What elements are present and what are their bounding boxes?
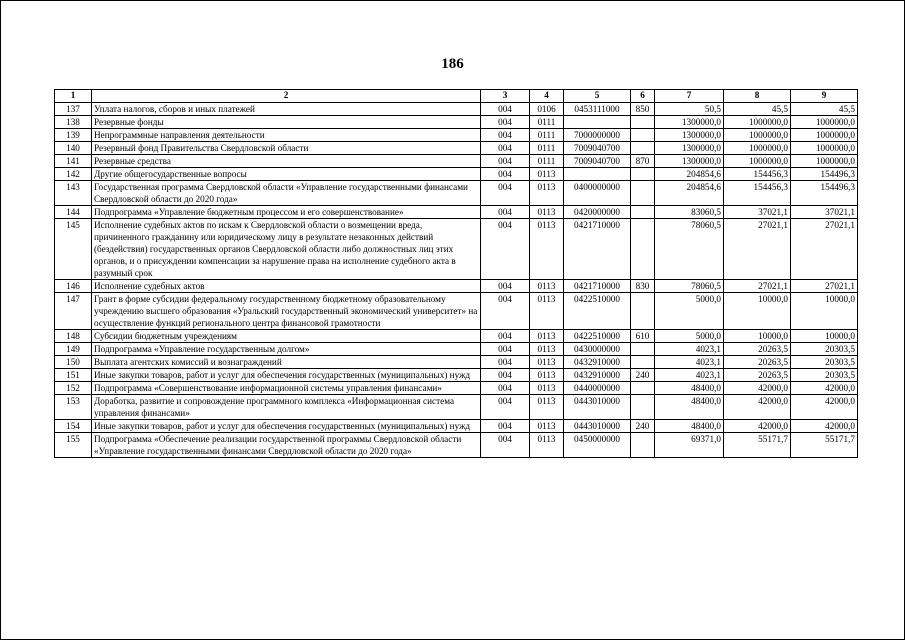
item-name-cell: Исполнение судебных актов [92, 280, 481, 293]
amount-cell: 1300000,0 [655, 155, 724, 168]
target-article-cell [564, 116, 631, 129]
amount-cell: 45,5 [724, 103, 791, 116]
table-row [55, 129, 858, 142]
amount-cell: 48400,0 [655, 395, 724, 420]
amount-cell: 1000000,0 [724, 116, 791, 129]
ministry-code-cell: 004 [481, 293, 530, 330]
table-row [55, 356, 858, 369]
column-header: 1 [55, 90, 92, 103]
amount-cell: 48400,0 [655, 382, 724, 395]
item-name-cell: Доработка, развитие и сопровождение программного комплекса «Информационная система управления финансами» [92, 395, 481, 420]
row-number-cell: 145 [55, 219, 92, 280]
table-body [55, 103, 858, 458]
header-row [55, 90, 858, 103]
amount-cell: 10000,0 [724, 293, 791, 330]
row-number-cell: 149 [55, 343, 92, 356]
table-row [55, 168, 858, 181]
ministry-code-cell: 004 [481, 168, 530, 181]
item-name-cell: Другие общегосударственные вопросы [92, 168, 481, 181]
expense-type-cell [631, 116, 655, 129]
section-code-cell: 0113 [530, 382, 564, 395]
target-article-cell: 0443010000 [564, 420, 631, 433]
budget-table [54, 89, 858, 458]
row-number-cell: 137 [55, 103, 92, 116]
table-row [55, 369, 858, 382]
amount-cell: 1000000,0 [791, 155, 858, 168]
ministry-code-cell: 004 [481, 129, 530, 142]
amount-cell: 20263,5 [724, 369, 791, 382]
target-article-cell: 0453111000 [564, 103, 631, 116]
amount-cell: 37021,1 [724, 206, 791, 219]
ministry-code-cell: 004 [481, 330, 530, 343]
item-name-cell: Подпрограмма «Управление государственным долгом» [92, 343, 481, 356]
expense-type-cell [631, 395, 655, 420]
target-article-cell: 0440000000 [564, 382, 631, 395]
target-article-cell: 0422510000 [564, 293, 631, 330]
column-header: 3 [481, 90, 530, 103]
table-row [55, 395, 858, 420]
section-code-cell: 0111 [530, 142, 564, 155]
ministry-code-cell: 004 [481, 206, 530, 219]
amount-cell: 20303,5 [791, 343, 858, 356]
section-code-cell: 0113 [530, 293, 564, 330]
row-number-cell: 148 [55, 330, 92, 343]
table-row [55, 382, 858, 395]
row-number-cell: 154 [55, 420, 92, 433]
amount-cell: 4023,1 [655, 369, 724, 382]
expense-type-cell: 850 [631, 103, 655, 116]
column-header: 5 [564, 90, 631, 103]
amount-cell: 45,5 [791, 103, 858, 116]
section-code-cell: 0111 [530, 116, 564, 129]
target-article-cell: 0421710000 [564, 219, 631, 280]
amount-cell: 42000,0 [791, 420, 858, 433]
table-row [55, 420, 858, 433]
amount-cell: 55171,7 [724, 433, 791, 458]
section-code-cell: 0113 [530, 356, 564, 369]
section-code-cell: 0113 [530, 395, 564, 420]
amount-cell: 37021,1 [791, 206, 858, 219]
amount-cell: 1300000,0 [655, 116, 724, 129]
item-name-cell: Иные закупки товаров, работ и услуг для обеспечения государственных (муниципальных) нужд [92, 420, 481, 433]
expense-type-cell [631, 356, 655, 369]
amount-cell: 27021,1 [791, 280, 858, 293]
item-name-cell: Уплата налогов, сборов и иных платежей [92, 103, 481, 116]
amount-cell: 27021,1 [791, 219, 858, 280]
item-name-cell: Выплата агентских комиссий и вознаграждений [92, 356, 481, 369]
amount-cell: 10000,0 [791, 330, 858, 343]
table-row [55, 181, 858, 206]
amount-cell: 4023,1 [655, 343, 724, 356]
amount-cell: 50,5 [655, 103, 724, 116]
table-row [55, 433, 858, 458]
row-number-cell: 155 [55, 433, 92, 458]
amount-cell: 10000,0 [724, 330, 791, 343]
amount-cell: 42000,0 [791, 382, 858, 395]
ministry-code-cell: 004 [481, 280, 530, 293]
amount-cell: 48400,0 [655, 420, 724, 433]
column-header: 7 [655, 90, 724, 103]
expense-type-cell [631, 129, 655, 142]
amount-cell: 1000000,0 [724, 129, 791, 142]
amount-cell: 20303,5 [791, 369, 858, 382]
target-article-cell: 0420000000 [564, 206, 631, 219]
row-number-cell: 150 [55, 356, 92, 369]
row-number-cell: 151 [55, 369, 92, 382]
amount-cell: 42000,0 [724, 395, 791, 420]
target-article-cell: 0421710000 [564, 280, 631, 293]
item-name-cell: Исполнение судебных актов по искам к Свердловской области о возмещении вреда, причиненного гражданину или юридическому лицу в результате незаконных действий (бездействия) государственных органов Свердловской области либо должностных лиц этих органов, и о присуждении компенсации за нарушение права на исполнение судебного акта в разумный срок [92, 219, 481, 280]
table-row [55, 343, 858, 356]
ministry-code-cell: 004 [481, 356, 530, 369]
amount-cell: 1000000,0 [791, 142, 858, 155]
expense-type-cell [631, 206, 655, 219]
table-row [55, 293, 858, 330]
section-code-cell: 0113 [530, 330, 564, 343]
row-number-cell: 141 [55, 155, 92, 168]
amount-cell: 154496,3 [791, 168, 858, 181]
amount-cell: 1000000,0 [724, 142, 791, 155]
ministry-code-cell: 004 [481, 116, 530, 129]
amount-cell: 42000,0 [791, 395, 858, 420]
section-code-cell: 0111 [530, 155, 564, 168]
expense-type-cell: 240 [631, 420, 655, 433]
amount-cell: 1000000,0 [791, 129, 858, 142]
item-name-cell: Резервные фонды [92, 116, 481, 129]
expense-type-cell: 610 [631, 330, 655, 343]
row-number-cell: 140 [55, 142, 92, 155]
expense-type-cell [631, 293, 655, 330]
target-article-cell: 0400000000 [564, 181, 631, 206]
column-header: 9 [791, 90, 858, 103]
expense-type-cell [631, 343, 655, 356]
row-number-cell: 152 [55, 382, 92, 395]
section-code-cell: 0113 [530, 280, 564, 293]
item-name-cell: Непрограммные направления деятельности [92, 129, 481, 142]
row-number-cell: 138 [55, 116, 92, 129]
section-code-cell: 0113 [530, 433, 564, 458]
amount-cell: 204854,6 [655, 181, 724, 206]
amount-cell: 20263,5 [724, 356, 791, 369]
amount-cell: 83060,5 [655, 206, 724, 219]
target-article-cell: 7009040700 [564, 155, 631, 168]
table-row [55, 330, 858, 343]
item-name-cell: Субсидии бюджетным учреждениям [92, 330, 481, 343]
target-article-cell: 7009040700 [564, 142, 631, 155]
amount-cell: 20263,5 [724, 343, 791, 356]
amount-cell: 78060,5 [655, 280, 724, 293]
expense-type-cell: 830 [631, 280, 655, 293]
row-number-cell: 153 [55, 395, 92, 420]
expense-type-cell [631, 382, 655, 395]
item-name-cell: Иные закупки товаров, работ и услуг для обеспечения государственных (муниципальных) нужд [92, 369, 481, 382]
amount-cell: 10000,0 [791, 293, 858, 330]
target-article-cell: 0432910000 [564, 369, 631, 382]
amount-cell: 27021,1 [724, 219, 791, 280]
amount-cell: 55171,7 [791, 433, 858, 458]
amount-cell: 154456,3 [724, 168, 791, 181]
amount-cell: 69371,0 [655, 433, 724, 458]
table-row [55, 103, 858, 116]
item-name-cell: Подпрограмма «Обеспечение реализации государственной программы Свердловской области «Управление государственными финансами Свердловской области до 2020 года» [92, 433, 481, 458]
section-code-cell: 0113 [530, 181, 564, 206]
amount-cell: 154496,3 [791, 181, 858, 206]
ministry-code-cell: 004 [481, 155, 530, 168]
table-row [55, 142, 858, 155]
amount-cell: 204854,6 [655, 168, 724, 181]
row-number-cell: 147 [55, 293, 92, 330]
column-header: 2 [92, 90, 481, 103]
ministry-code-cell: 004 [481, 103, 530, 116]
table-row [55, 280, 858, 293]
section-code-cell: 0111 [530, 129, 564, 142]
row-number-cell: 146 [55, 280, 92, 293]
ministry-code-cell: 004 [481, 369, 530, 382]
target-article-cell: 0443010000 [564, 395, 631, 420]
amount-cell: 4023,1 [655, 356, 724, 369]
section-code-cell: 0113 [530, 420, 564, 433]
amount-cell: 78060,5 [655, 219, 724, 280]
expense-type-cell [631, 142, 655, 155]
item-name-cell: Резервные средства [92, 155, 481, 168]
amount-cell: 42000,0 [724, 420, 791, 433]
amount-cell: 27021,1 [724, 280, 791, 293]
ministry-code-cell: 004 [481, 420, 530, 433]
ministry-code-cell: 004 [481, 433, 530, 458]
expense-type-cell [631, 168, 655, 181]
section-code-cell: 0113 [530, 343, 564, 356]
expense-type-cell: 870 [631, 155, 655, 168]
target-article-cell: 0432910000 [564, 356, 631, 369]
item-name-cell: Резервный фонд Правительства Свердловской области [92, 142, 481, 155]
amount-cell: 1300000,0 [655, 142, 724, 155]
expense-type-cell: 240 [631, 369, 655, 382]
ministry-code-cell: 004 [481, 142, 530, 155]
item-name-cell: Грант в форме субсидии федеральному государственному бюджетному образовательному учреждению высшего образования «Уральский государственный экономический университет» на осуществление функций регионального центра финансовой грамотности [92, 293, 481, 330]
amount-cell: 1300000,0 [655, 129, 724, 142]
target-article-cell: 0450000000 [564, 433, 631, 458]
table-row [55, 219, 858, 280]
amount-cell: 1000000,0 [724, 155, 791, 168]
section-code-cell: 0113 [530, 168, 564, 181]
ministry-code-cell: 004 [481, 219, 530, 280]
amount-cell: 5000,0 [655, 293, 724, 330]
column-header: 6 [631, 90, 655, 103]
ministry-code-cell: 004 [481, 181, 530, 206]
item-name-cell: Государственная программа Свердловской области «Управление государственными финансами Свердловской области до 2020 года» [92, 181, 481, 206]
target-article-cell: 0422510000 [564, 330, 631, 343]
row-number-cell: 142 [55, 168, 92, 181]
ministry-code-cell: 004 [481, 395, 530, 420]
target-article-cell: 7000000000 [564, 129, 631, 142]
target-article-cell [564, 168, 631, 181]
column-header: 4 [530, 90, 564, 103]
row-number-cell: 144 [55, 206, 92, 219]
target-article-cell: 0430000000 [564, 343, 631, 356]
amount-cell: 5000,0 [655, 330, 724, 343]
ministry-code-cell: 004 [481, 382, 530, 395]
expense-type-cell [631, 433, 655, 458]
item-name-cell: Подпрограмма «Совершенствование информационной системы управления финансами» [92, 382, 481, 395]
amount-cell: 20303,5 [791, 356, 858, 369]
expense-type-cell [631, 181, 655, 206]
expense-type-cell [631, 219, 655, 280]
ministry-code-cell: 004 [481, 343, 530, 356]
section-code-cell: 0113 [530, 219, 564, 280]
page-number: 186 [441, 56, 464, 72]
table-row [55, 116, 858, 129]
section-code-cell: 0113 [530, 369, 564, 382]
amount-cell: 42000,0 [724, 382, 791, 395]
column-header: 8 [724, 90, 791, 103]
row-number-cell: 139 [55, 129, 92, 142]
amount-cell: 154456,3 [724, 181, 791, 206]
item-name-cell: Подпрограмма «Управление бюджетным процессом и его совершенствование» [92, 206, 481, 219]
section-code-cell: 0113 [530, 206, 564, 219]
table-row [55, 155, 858, 168]
row-number-cell: 143 [55, 181, 92, 206]
section-code-cell: 0106 [530, 103, 564, 116]
amount-cell: 1000000,0 [791, 116, 858, 129]
table-row [55, 206, 858, 219]
